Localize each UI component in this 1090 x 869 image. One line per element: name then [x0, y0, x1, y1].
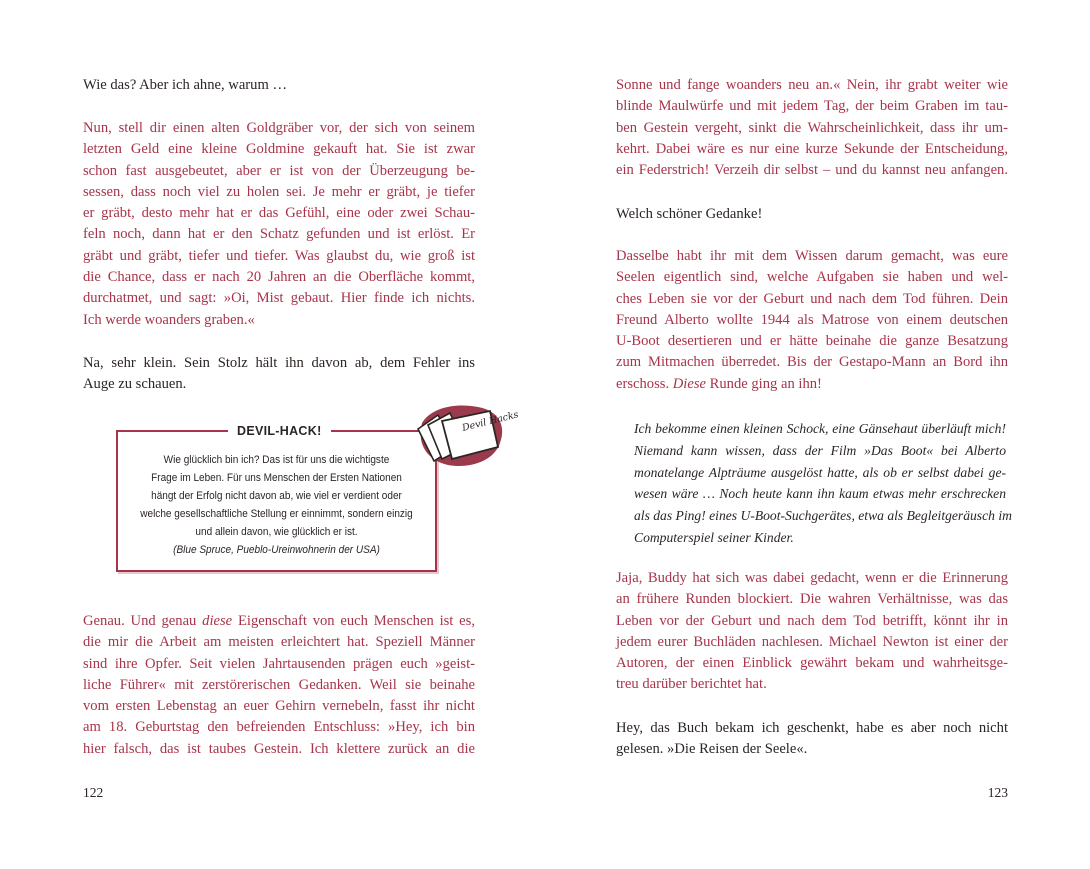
text-line: Nun, stell dir einen alten Goldgräber vor, der sich von seinem: [83, 120, 475, 136]
devil-hack-title: DEVIL-HACK!: [228, 423, 331, 439]
devil-hack-line: Wie glücklich bin ich? Das ist für uns die wichtigste: [163, 454, 390, 466]
text-line: ben Gestein vergeht, sinkt die Wahrscheinlichkeit, dass ihr um-: [616, 119, 1008, 136]
text-line: am 18. Geburtstag den befreienden Entschluss: »Hey, ich bin: [83, 719, 475, 736]
devil-hack-line: und allein davon, wie glücklich er ist.: [195, 526, 358, 539]
devil-hack-line: welche gesellschaftliche Stellung er einnimmt, sondern einzig: [140, 508, 413, 521]
text-line: Genau. Und genau diese Eigenschaft von euch Menschen ist es,: [83, 613, 475, 629]
text-line: sessen, dass noch viel zu holen sei. Je mehr er gräbt, je tiefer: [83, 183, 475, 200]
quote-line: als das Ping! eines U-Boot-Suchgerätes, etwa als Begleitgeräusch im: [634, 508, 1012, 524]
text-line: treu darüber berichtet hat.: [616, 676, 767, 693]
text-line: Na, sehr klein. Sein Stolz hält ihn davon ab, dem Fehler ins: [83, 355, 475, 371]
text-line: durchatmet, und sagt: »Oi, Mist gebaut. Hier finde ich nichts.: [83, 290, 475, 307]
text-line: schon fast ausgebeutet, aber er ist von der Überzeugung be-: [83, 162, 475, 179]
text-line: Autoren, der einen Einblick gewährt bekam und wahrheitsge-: [616, 655, 1008, 672]
text-line: Leben vor der Geburt und nach dem Tod betrifft, könnt ihr in: [616, 612, 1008, 629]
text-line: liche Führer« mit zerstörerischen Gedanken. Weil sie beinahe: [83, 676, 475, 693]
text-line: die mir die Arbeit am meisten erleichtert hat. Speziell Männer: [83, 634, 475, 651]
quote-line: Ich bekomme einen kleinen Schock, eine Gänsehaut überläuft mich!: [634, 421, 1006, 436]
text-line: Seelen eigentlich sind, welche Aufgaben sie haben und wel-: [616, 269, 1008, 286]
devil-hack-line: hängt der Erfolg nicht davon ab, wie viel er verdient oder: [151, 490, 402, 503]
right-quote: [634, 418, 1012, 549]
text-line: U-Boot desertieren und er hätte beinahe die ganze Besatzung: [616, 333, 1008, 350]
text-line: Jaja, Buddy hat sich was dabei gedacht, wenn er die Erinnerung: [616, 570, 1008, 586]
text-line: gräbt und gräbt, tiefer und tiefer. Was glaubst du, wie groß ist: [83, 247, 475, 264]
text-line: jedem eurer Buchläden nachlesen. Michael Newton ist einer der: [616, 633, 1008, 650]
text-line: feln noch, dann hat er den Schatz gefunden und ist erlöst. Er: [83, 226, 475, 243]
text-line: hier falsch, das ist taubes Gestein. Ich klettere zurück an die: [83, 740, 475, 757]
text-line: Freund Alberto wollte 1944 als Matrose von einem deutschen: [616, 311, 1008, 328]
devil-hack-source: (Blue Spruce, Pueblo-Ureinwohnerin der USA): [173, 544, 380, 557]
devil-hack-text: [137, 451, 416, 560]
text-line: Hey, das Buch bekam ich geschenkt, habe es aber noch nicht: [616, 720, 1008, 736]
devil-hack-line: Frage im Leben. Für uns Menschen der Ersten Nationen: [151, 472, 402, 485]
text-line: zum Mitmachen überredet. Bis der Gestapo-Mann an Bord ihn: [616, 354, 1008, 371]
text-line: er gräbt, desto mehr hat er das Gefühl, eine oder zwei Schau-: [83, 205, 475, 222]
quote-line: Niemand kann wissen, dass der Film »Das Boot« bei Alberto: [634, 442, 1006, 458]
text-line: Welch schöner Gedanke!: [616, 206, 763, 222]
text-line: Ich werde woanders graben.«: [83, 311, 255, 328]
left-paragraph-2: [83, 118, 475, 331]
text-line: ein Federstrich! Verzeih dir selbst – und du kannst neu anfangen.: [616, 162, 1008, 179]
text-line: Wie das? Aber ich ahne, warum …: [83, 77, 288, 93]
quote-line: wesen wäre … Noch heute kann ihn kaum etwas mehr erschrecken: [634, 486, 1006, 502]
text-line: letzten Geld eine kleine Goldmine gekauft hat. Sie ist zwar: [83, 141, 475, 158]
text-line: Sonne und fange woanders neu an.« Nein, ihr grabt weiter wie: [616, 77, 1008, 93]
page-number-left: 122: [83, 785, 104, 800]
text-line: ches Leben sie vor der Geburt und nach dem Tod führen. Dein: [616, 290, 1008, 307]
quote-line: monatelange Alpträume ausgelöst hatte, als ob er selbst dabei ge-: [634, 464, 1006, 480]
text-line: erschoss. Diese Runde ging an ihn!: [616, 375, 822, 392]
text-line: sind ihre Opfer. Seit vielen Jahrtausenden prägen euch »geist-: [83, 655, 475, 672]
text-line: an frühere Runden blockiert. Die wahren Verhältnisse, was das: [616, 591, 1008, 608]
right-paragraph-5: [616, 718, 1008, 761]
text-line: die Chance, dass er nach 20 Jahren an die Oberfläche kommt,: [83, 269, 475, 286]
right-paragraph-2: [616, 204, 1008, 225]
quote-line: Computerspiel seiner Kinder.: [634, 529, 794, 545]
left-paragraph-1: [83, 75, 475, 96]
text-line: vom ersten Lebenstag an euer Gehirn vernebeln, fasst ihr nicht: [83, 698, 475, 715]
left-paragraph-4: [83, 611, 475, 760]
text-line: blinde Maulwürfe und mit jedem Tag, der beim Graben im tau-: [616, 98, 1008, 115]
right-paragraph-3: [616, 246, 1008, 395]
devil-hacks-icon-label: Devil Hacks: [461, 409, 520, 434]
left-paragraph-3: [83, 353, 475, 396]
text-line: kehrt. Dabei wäre es nur eine kurze Sekunde der Entscheidung,: [616, 140, 1008, 157]
right-paragraph-4: [616, 568, 1008, 696]
devil-hacks-cards-icon: [408, 403, 520, 478]
text-line: gelesen. »Die Reisen der Seele«.: [616, 741, 808, 758]
text-line: Dasselbe habt ihr mit dem Wissen darum gemacht, was eure: [616, 248, 1008, 264]
page-number-right: 123: [987, 785, 1008, 800]
text-line: Auge zu schauen.: [83, 376, 187, 393]
right-paragraph-1: [616, 75, 1008, 181]
